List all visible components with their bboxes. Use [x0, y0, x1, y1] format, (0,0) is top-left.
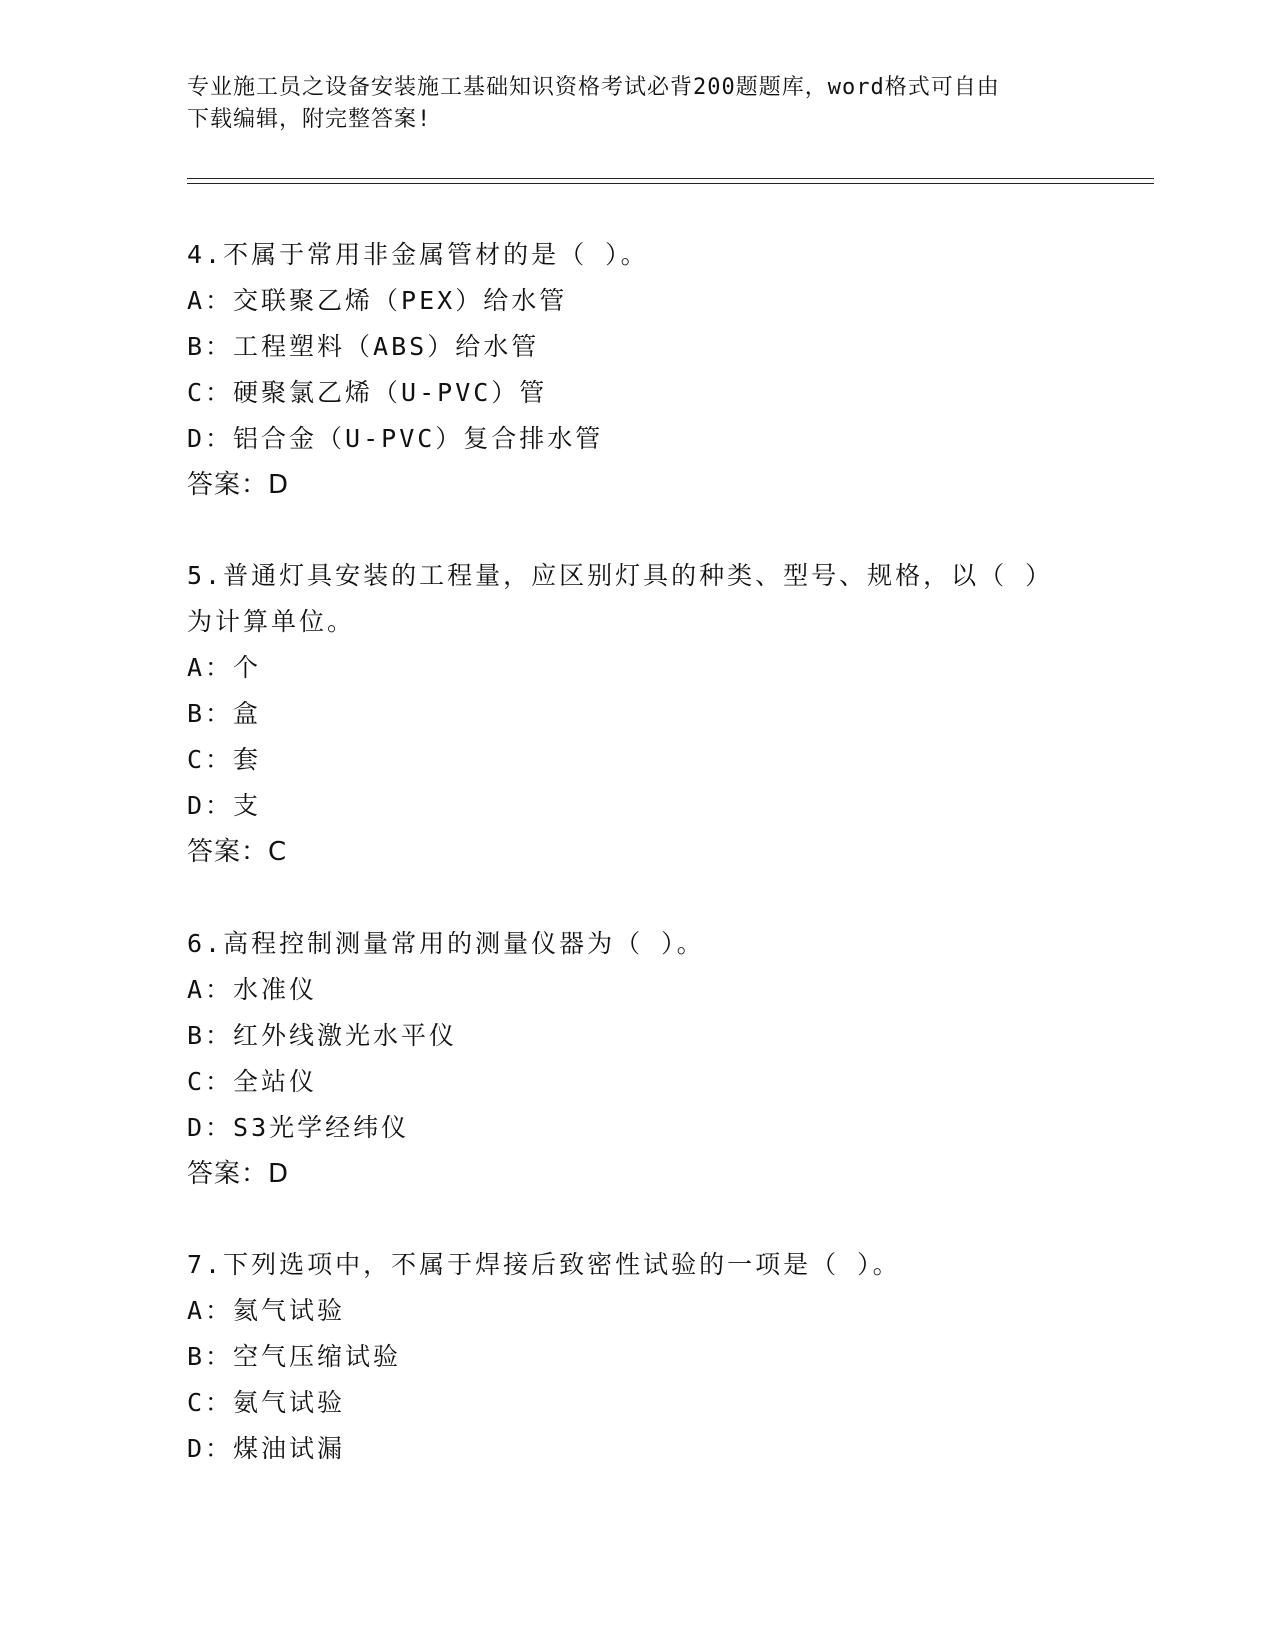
option-a: A：个	[187, 653, 262, 682]
option-c: C：套	[187, 745, 262, 774]
option-b: B：工程塑料（ABS）给水管	[187, 332, 540, 361]
option-c: C：氨气试验	[187, 1388, 346, 1417]
question-stem: 4.不属于常用非金属管材的是（ ）。	[187, 240, 649, 269]
option-a: A：水准仪	[187, 975, 318, 1004]
document-header	[187, 72, 1077, 136]
header-line: 专业施工员之设备安装施工基础知识资格考试必背200题题库，word格式可自由	[187, 75, 1000, 100]
header-line: 下载编辑，附完整答案!	[187, 107, 432, 132]
question-block	[187, 921, 1087, 1197]
option-a: A：氦气试验	[187, 1296, 346, 1325]
option-b: B：红外线激光水平仪	[187, 1021, 458, 1050]
answer: 答案：D	[187, 470, 290, 500]
header-divider	[187, 178, 1154, 179]
option-d: D：煤油试漏	[187, 1434, 346, 1463]
option-b: B：空气压缩试验	[187, 1342, 402, 1371]
option-b: B：盒	[187, 699, 262, 728]
option-a: A：交联聚乙烯（PEX）给水管	[187, 286, 568, 315]
question-block	[187, 553, 1087, 875]
question-stem: 7.下列选项中，不属于焊接后致密性试验的一项是（ ）。	[187, 1250, 901, 1279]
answer: 答案：D	[187, 1159, 290, 1189]
option-c: C：硬聚氯乙烯（U-PVC）管	[187, 378, 548, 407]
question-stem-continued: 为计算单位。	[187, 607, 356, 636]
option-d: D：支	[187, 791, 262, 820]
header-divider	[187, 183, 1154, 184]
question-stem: 6.高程控制测量常用的测量仪器为（ ）。	[187, 929, 705, 958]
option-d: D：铝合金（U-PVC）复合排水管	[187, 424, 604, 453]
question-stem: 5.普通灯具安装的工程量，应区别灯具的种类、型号、规格，以（ ）	[187, 561, 1054, 590]
question-block	[187, 1242, 1087, 1472]
question-block	[187, 232, 1087, 508]
answer: 答案：C	[187, 837, 288, 867]
option-c: C：全站仪	[187, 1067, 318, 1096]
option-d: D：S3光学经纬仪	[187, 1113, 410, 1142]
